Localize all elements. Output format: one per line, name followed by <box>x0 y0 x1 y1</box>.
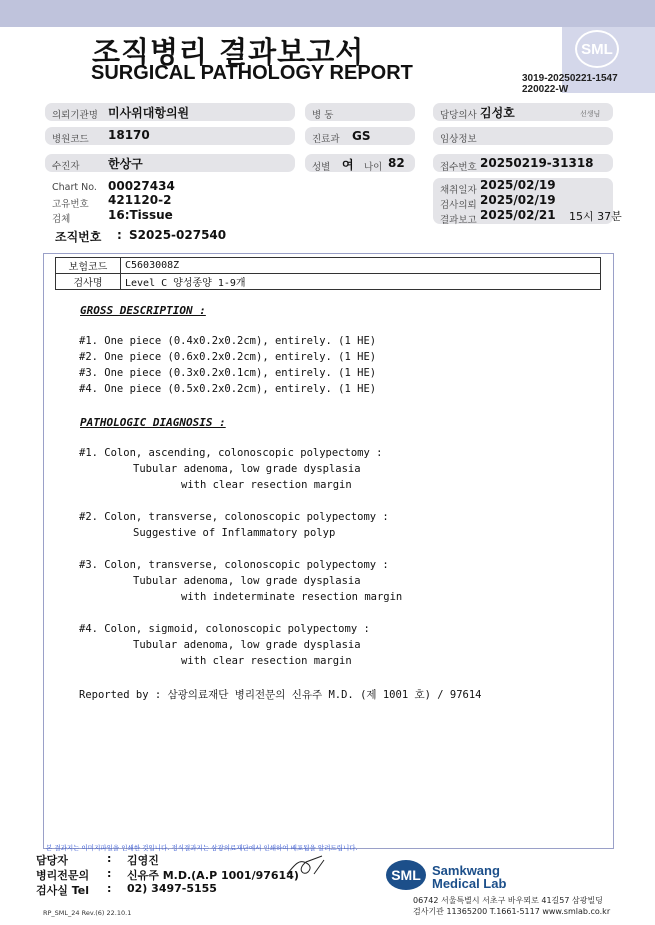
diagnosis-text: Tubular adenoma, low grade dysplasia <box>133 639 361 651</box>
pathologist-label: 병리전문의 <box>36 869 90 882</box>
patient-row <box>45 154 295 172</box>
gross-line: #1. One piece (0.4x0.2x0.2cm), entirely. (1 HE) <box>79 335 377 347</box>
lab-tel-value: 02) 3497-5155 <box>127 882 217 895</box>
dept-value: GS <box>352 129 371 143</box>
result-date-label: 결과보고 <box>440 215 477 226</box>
tissue-no-label: 조직번호 <box>55 230 102 244</box>
gross-line: #3. One piece (0.3x0.2x0.1cm), entirely. (1 HE) <box>79 367 377 379</box>
diagnosis-margin: with clear resection margin <box>181 655 352 667</box>
patient-name: 한상구 <box>108 157 143 171</box>
insurance-code-value: C5603008Z <box>121 258 601 274</box>
chart-no-label: Chart No. <box>52 182 97 193</box>
test-name-row <box>56 274 601 290</box>
diagnosis-heading: PATHOLOGIC DIAGNOSIS : <box>80 416 226 429</box>
request-date-label: 검사의뢰 <box>440 200 477 211</box>
insurance-code-row <box>56 258 601 274</box>
lab-org-info: 검사기관 11365200 T.1661-5117 www.smlab.co.kr <box>413 907 611 916</box>
test-code-table <box>55 257 601 290</box>
chart-no-value: 00027434 <box>108 179 175 193</box>
lab-name-line2: Medical Lab <box>432 876 507 891</box>
insurance-code-label: 보험코드 <box>56 258 121 274</box>
age-value: 82 <box>388 156 405 170</box>
result-time-value: 15시 37분 <box>569 210 622 223</box>
reported-by: Reported by : 삼광의료재단 병리전문의 신유주 M.D. (제 1001 호) / 97614 <box>79 689 482 701</box>
lab-tel-colon: : <box>107 882 112 895</box>
test-name-value: Level C 양성종양 1-9개 <box>121 274 601 290</box>
institution-value: 미사위대항의원 <box>108 106 190 120</box>
specimen-value: 16:Tissue <box>108 208 173 222</box>
hospital-code-value: 18170 <box>108 128 150 142</box>
diagnosis-site: #2. Colon, transverse, colonoscopic polypectomy : <box>79 511 389 523</box>
receipt-no-value: 20250219-31318 <box>480 156 594 170</box>
print-notice: 본 결과지는 이미지파일을 인쇄한 것입니다. 정식결과지는 삼광의료재단에서 인쇄하여 배포됨을 알려드립니다. <box>46 844 358 852</box>
collect-date-label: 채취일자 <box>440 185 477 196</box>
diagnosis-site: #1. Colon, ascending, colonoscopic polypectomy : <box>79 447 383 459</box>
report-title-korean: 조직병리 결과보고서 <box>92 35 365 69</box>
report-title-english: SURGICAL PATHOLOGY REPORT <box>91 62 413 84</box>
sml-logo-text: SML <box>581 40 613 58</box>
test-name-label: 검사명 <box>56 274 121 290</box>
lab-name-line1: Samkwang <box>432 863 500 878</box>
request-date-value: 2025/02/19 <box>480 193 556 207</box>
unique-no-label: 고유번호 <box>52 199 89 210</box>
receipt-no-label: 접수번호 <box>440 162 477 173</box>
doctor-label: 담당의사 <box>440 110 477 121</box>
tissue-no-sep: : <box>117 228 122 242</box>
diagnosis-text: Tubular adenoma, low grade dysplasia <box>133 575 361 587</box>
sex-value: 여 <box>342 158 354 172</box>
report-number-line1: 3019-20250221-1547 <box>522 73 618 84</box>
lab-tel-label: 검사실 Tel <box>36 884 89 897</box>
diagnosis-margin: with clear resection margin <box>181 479 352 491</box>
report-number-line2: 220022-W <box>522 84 569 95</box>
diagnosis-site: #3. Colon, transverse, colonoscopic polypectomy : <box>79 559 389 571</box>
specimen-label: 검체 <box>52 214 71 225</box>
diagnosis-site: #4. Colon, sigmoid, colonoscopic polypectomy : <box>79 623 370 635</box>
signature-mark <box>284 852 326 880</box>
unique-no-value: 421120-2 <box>108 193 172 207</box>
result-date-value: 2025/02/21 <box>480 208 556 222</box>
dept-label: 진료과 <box>312 134 340 145</box>
form-code: RP_SML_24 Rev.(6) 22.10.1 <box>43 909 132 917</box>
institution-label: 의뢰기관명 <box>52 110 98 121</box>
tissue-no-value: S2025-027540 <box>129 228 227 242</box>
doctor-suffix: 선생님 <box>580 110 601 118</box>
patient-label: 수진자 <box>52 161 80 172</box>
gross-line: #2. One piece (0.6x0.2x0.2cm), entirely. (1 HE) <box>79 351 377 363</box>
doctor-value: 김성호 <box>480 106 515 120</box>
lab-name <box>432 864 506 890</box>
pathologist-colon: : <box>107 867 112 880</box>
pathologist-value: 신유주 M.D.(A.P 1001/97614) <box>127 869 299 882</box>
age-label: 나이 <box>364 162 383 173</box>
sex-label: 성별 <box>312 162 331 173</box>
manager-label: 담당자 <box>36 854 68 867</box>
header-band <box>0 0 655 27</box>
clinical-info-label: 임상정보 <box>440 134 477 145</box>
sml-logo <box>575 30 619 68</box>
lab-logo <box>386 860 426 890</box>
ward-label: 병 동 <box>312 110 334 121</box>
diagnosis-text: Tubular adenoma, low grade dysplasia <box>133 463 361 475</box>
gross-heading: GROSS DESCRIPTION : <box>80 304 206 317</box>
hospital-code-label: 병원코드 <box>52 134 89 145</box>
lab-address: 06742 서울특별시 서초구 바우뫼로 41길57 삼광빌딩 <box>413 896 603 905</box>
report-number <box>522 73 618 95</box>
lab-logo-text: SML <box>391 867 421 883</box>
diagnosis-margin: with indeterminate resection margin <box>181 591 403 603</box>
manager-value: 김영진 <box>127 854 159 867</box>
gross-line: #4. One piece (0.5x0.2x0.2cm), entirely. (1 HE) <box>79 383 377 395</box>
diagnosis-text: Suggestive of Inflammatory polyp <box>133 527 336 539</box>
collect-date-value: 2025/02/19 <box>480 178 556 192</box>
manager-colon: : <box>107 852 112 865</box>
